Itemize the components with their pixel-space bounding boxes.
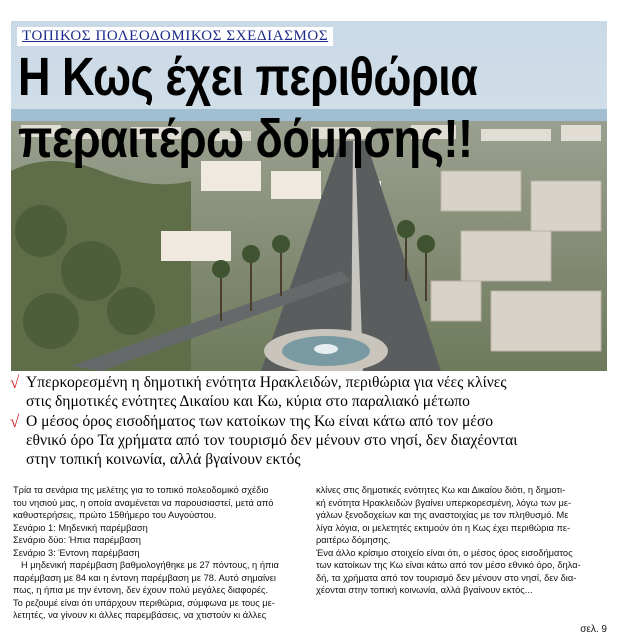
- body-line: πως, η ήπια με την έντονη, δεν έχουν πολύ μεγάλες διαφορές.: [13, 585, 269, 595]
- body-line: λίγα λόγια, οι μελετητές εκτιμούν ότι η Κως έχει περιθώρια πε-: [316, 522, 571, 533]
- headline-line-2: περαιτέρω δόμησης!!: [18, 108, 473, 170]
- bullet-text-line: στις δημοτικές ενότητες Δικαίου και Κω, κύρια στο παραλιακό μέτωπο: [26, 393, 470, 410]
- body-line: Σενάριο 1: Μηδενική παρέμβαση: [13, 522, 148, 533]
- section-kicker: ΤΟΠΙΚΟΣ ΠΟΛΕΟΔΟΜΙΚΟΣ ΣΧΕΔΙΑΣΜΟΣ: [17, 27, 333, 46]
- body-line: του νησιού μας, η οποία αναμένεται να παρουσιαστεί, μετά από: [13, 497, 274, 508]
- headline-line-1: Η Κως έχει περιθώρια: [18, 46, 478, 108]
- summary-bullets: [10, 373, 622, 470]
- body-line: δή, τα χρήματα από τον τουρισμό δεν μένουν στο νησί, δεν δια-: [316, 572, 577, 583]
- summary-bullet: [10, 373, 622, 411]
- bullet-text-line: Ο μέσος όρος εισοδήματος των κατοίκων της Κω είναι κάτω από τον μέσο: [26, 413, 494, 430]
- body-line: παρέμβαση με 84 και η έντονη παρέμβαση με 78. Αυτό σημαίνει: [13, 572, 276, 583]
- body-line: λετητές, να γίνουν κι άλλες παρεμβάσεις, να χτιστούν κι άλλες: [13, 610, 267, 620]
- body-line: Ένα άλλο κρίσιμο στοιχείο είναι ότι, ο μέσος όρος εισοδήματος: [316, 547, 573, 558]
- summary-bullet: [10, 412, 622, 469]
- body-line: Σενάριο δύο: Ήπια παρέμβαση: [13, 535, 141, 545]
- check-icon: √: [10, 412, 20, 431]
- body-line: γάλων ξενοδοχείων και της αναστοιχίας με τον πληθυσμό. Με: [316, 510, 569, 520]
- body-line: κή ενότητα Ηρακλειδών βγαίνει υπερκορεσμένη, λόγω των με-: [316, 497, 572, 508]
- bullet-text-line: Υπερκορεσμένη η δημοτική ενότητα Ηρακλειδών, περιθώρια για νέες κλίνες: [26, 374, 507, 391]
- article-column-right: [316, 484, 610, 597]
- body-line: καθυστερήσεις, πρώτο 15θήμερο του Αυγούστου.: [13, 510, 217, 520]
- page-number: σελ. 9: [580, 624, 607, 635]
- body-line: κλίνες στις δημοτικές ενότητες Κω και Δικαίου διότι, η δημοτι-: [316, 485, 566, 495]
- body-line: των κατοίκων της Κω είναι κάτω από τον μέσο εθνικό όρο, δηλα-: [316, 560, 581, 570]
- body-line: Σενάριο 3: Έντονη παρέμβαση: [13, 547, 140, 558]
- body-line: Το ρεζουμέ είναι ότι υπάρχουν περιθώρια, σύμφωνα με τους με-: [13, 597, 275, 608]
- body-line: Τρία τα σενάρια της μελέτης για το τοπικό πολεοδομικό σχέδιο: [13, 485, 269, 495]
- bullet-text-line: στην τοπική κοινωνία, αλλά βγαίνουν εκτός: [26, 451, 301, 468]
- body-line: χέονται στην τοπική κοινωνία, αλλά βγαίνουν εκτός...: [316, 585, 533, 595]
- body-line: Η μηδενική παρέμβαση βαθμολογήθηκε με 27 πόντους, η ήπια: [21, 560, 279, 570]
- bullet-text-line: εθνικό όρο Τα χρήματα από τον τουρισμό δεν μένουν στο νησί, δεν διαχέονται: [26, 432, 518, 449]
- body-line: ραιτέρω δόμησης.: [316, 535, 391, 545]
- article-column-left: [13, 484, 305, 622]
- check-icon: √: [10, 373, 20, 392]
